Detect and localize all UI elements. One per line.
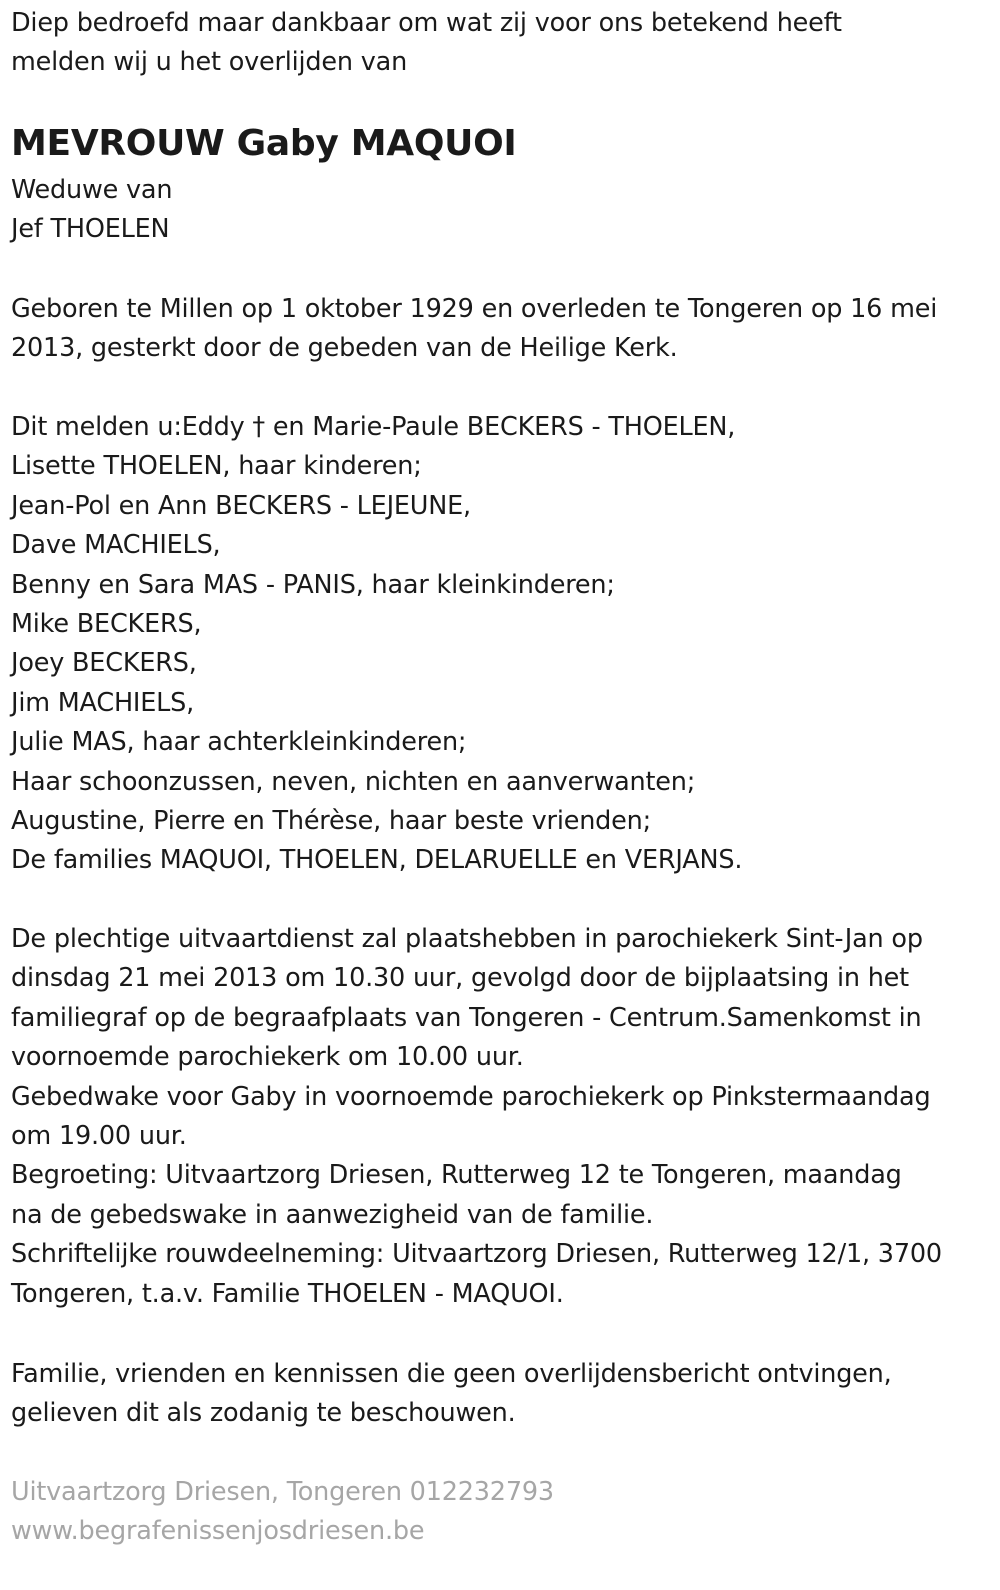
- family-line: Augustine, Pierre en Thérèse, haar beste vrienden;: [11, 806, 652, 837]
- footer-website: www.begrafenissenjosdriesen.be: [11, 1516, 425, 1547]
- footer: [11, 1473, 554, 1552]
- service-line: Begroeting: Uitvaartzorg Driesen, Rutterweg 12 te Tongeren, maandag: [11, 1160, 902, 1191]
- family-line: Benny en Sara MAS - PANIS, haar kleinkinderen;: [11, 569, 615, 600]
- family-line: Haar schoonzussen, neven, nichten en aanverwanten;: [11, 766, 696, 797]
- intro-line: Diep bedroefd maar dankbaar om wat zij voor ons betekend heeft: [11, 8, 842, 38]
- family-line: Dit melden u:Eddy † en Marie-Paule BECKERS - THOELEN,: [11, 412, 736, 442]
- service-line: om 19.00 uur.: [11, 1121, 187, 1152]
- service-line: Schriftelijke rouwdeelneming: Uitvaartzorg Driesen, Rutterweg 12/1, 3700: [11, 1239, 942, 1270]
- deceased-name: MEVROUW Gaby MAQUOI: [11, 123, 517, 164]
- family-line: Joey BECKERS,: [11, 648, 197, 679]
- service-line: De plechtige uitvaartdienst zal plaatshebben in parochiekerk Sint-Jan op: [11, 924, 923, 954]
- birth-death-line: 2013, gesterkt door de gebeden van de Heilige Kerk.: [11, 333, 678, 364]
- family-line: Jean-Pol en Ann BECKERS - LEJEUNE,: [11, 490, 471, 521]
- service-line: Gebedwake voor Gaby in voornoemde parochiekerk op Pinkstermaandag: [11, 1081, 931, 1112]
- closing-line: Familie, vrienden en kennissen die geen overlijdensbericht ontvingen,: [11, 1359, 892, 1389]
- footer-company: Uitvaartzorg Driesen, Tongeren 012232793: [11, 1477, 554, 1507]
- family-list: [11, 408, 742, 881]
- widow-text: [11, 171, 172, 250]
- service-line: na de gebedswake in aanwezigheid van de familie.: [11, 1199, 654, 1230]
- service-line: dinsdag 21 mei 2013 om 10.30 uur, gevolgd door de bijplaatsing in het: [11, 963, 909, 994]
- service-details: [11, 920, 942, 1314]
- service-line: voornoemde parochiekerk om 10.00 uur.: [11, 1042, 524, 1073]
- birth-death-line: Geboren te Millen op 1 oktober 1929 en overleden te Tongeren op 16 mei: [11, 294, 938, 324]
- family-line: Jim MACHIELS,: [11, 687, 195, 718]
- family-line: Lisette THOELEN, haar kinderen;: [11, 451, 422, 482]
- widow-line: Jef THOELEN: [11, 214, 170, 245]
- birth-death-text: [11, 290, 937, 369]
- family-line: Dave MACHIELS,: [11, 530, 221, 561]
- closing-line: gelieven dit als zodanig te beschouwen.: [11, 1398, 516, 1429]
- widow-line: Weduwe van: [11, 175, 173, 205]
- service-line: familiegraf op de begraafplaats van Tongeren - Centrum.Samenkomst in: [11, 1002, 922, 1033]
- intro-line: melden wij u het overlijden van: [11, 47, 408, 78]
- intro-text: [11, 4, 842, 83]
- service-line: Tongeren, t.a.v. Familie THOELEN - MAQUOI.: [11, 1278, 564, 1309]
- closing-text: [11, 1355, 892, 1434]
- family-line: Julie MAS, haar achterkleinkinderen;: [11, 727, 467, 758]
- family-line: Mike BECKERS,: [11, 609, 202, 640]
- family-line: De families MAQUOI, THOELEN, DELARUELLE en VERJANS.: [11, 845, 743, 876]
